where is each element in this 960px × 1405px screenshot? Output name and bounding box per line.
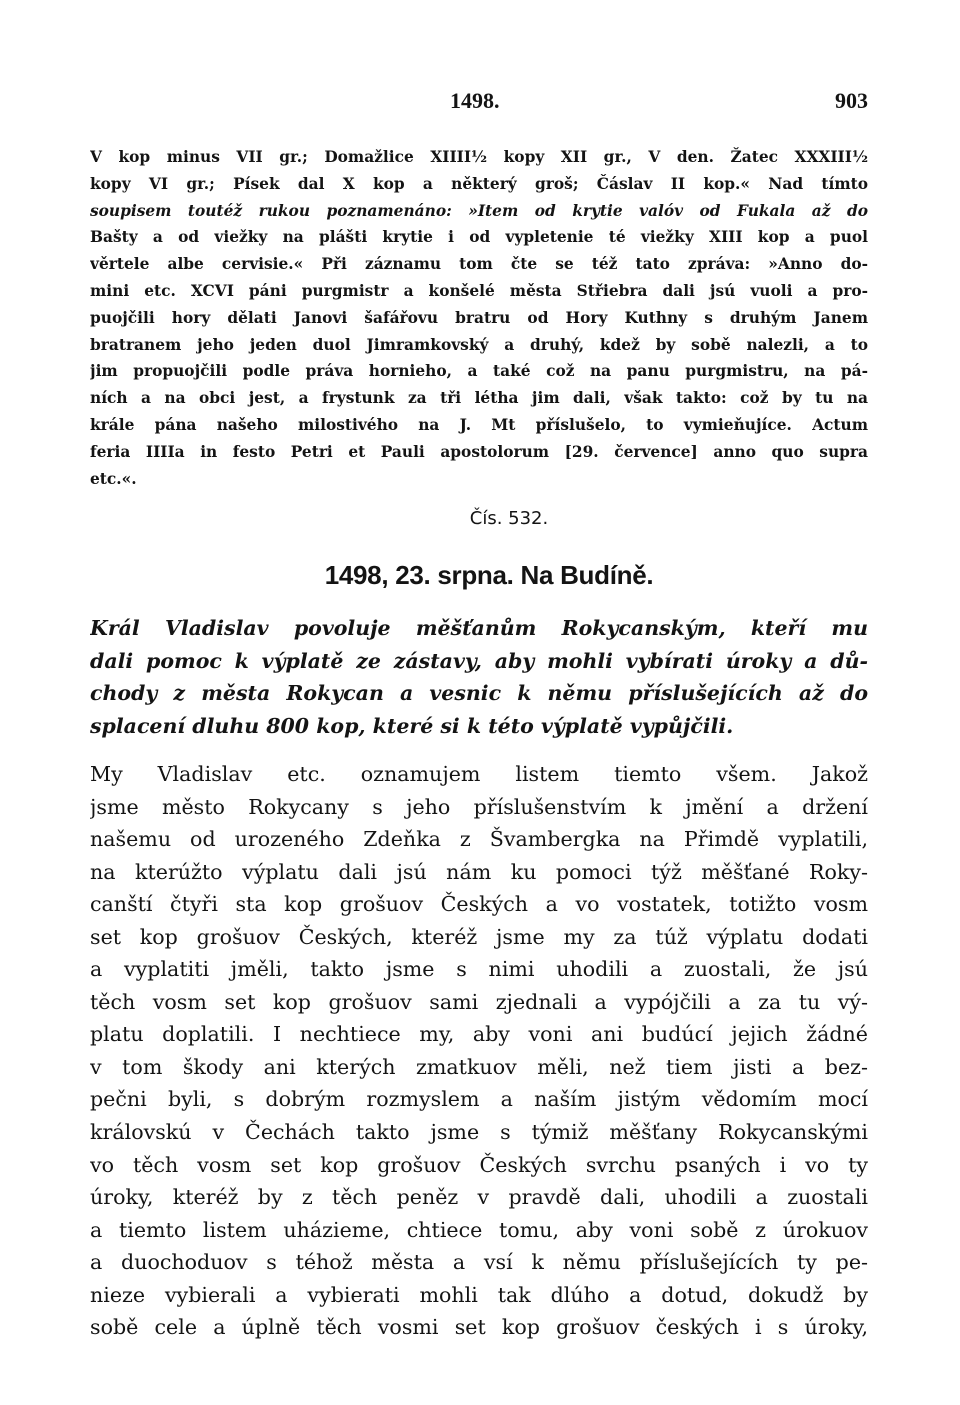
header-year: 1498.	[450, 88, 500, 113]
document-number: Čís. 532.	[469, 508, 549, 529]
body-line: úroky, kteréž by z těch peněz v pravdě dali, uhodili a zuostali	[90, 1185, 868, 1210]
text-line: kopy VI gr.; Písek dal X kop a některý groš; Čáslav II kop.« Nad tímto	[90, 174, 868, 193]
body-line: sobě cele a úplně těch vosmi set kop grošuov českých i s úroky,	[90, 1315, 868, 1340]
text-line: bratranem jeho jeden duol Jimramkovský a druhý, kdež by sobě nalezli, a to	[90, 335, 868, 354]
body-line: canští čtyři sta kop grošuov Českých a vo vostatek, totižto vosm	[90, 892, 868, 917]
page-number: 903	[835, 88, 868, 113]
continuation-text	[90, 144, 868, 492]
body-line: platu doplatili. I nechtiece my, aby voni ani budúcí jejich žádné	[90, 1022, 868, 1047]
text-line: mini etc. XCVI páni purgmistr a konšelé města Střiebra dali jsú vuoli a pro-	[90, 281, 868, 300]
document-summary	[90, 612, 868, 742]
body-line: nieze vybierali a vybierati mohli tak dlúho a dotud, dokudž by	[90, 1282, 868, 1307]
body-line: My Vladislav etc. oznamujem listem tiemto všem. Jakož	[90, 762, 868, 786]
summary-line: chody z města Rokycan a vesnic k němu příslušejících až do	[90, 681, 868, 706]
text-line: věrtele albe cervisie.« Při záznamu tom čte se též tato zpráva: »Anno do-	[90, 255, 868, 274]
body-line: pečni byli, s dobrým rozmyslem a naším jistým vědomím mocí	[90, 1087, 868, 1112]
body-line: a vyplatiti jměli, takto jsme s nimi uhodili a zuostali, že jsú	[90, 957, 868, 982]
body-line: a duochoduov s téhož města a vsí k němu příslušejících ty pe-	[90, 1250, 868, 1275]
body-line: na kterúžto výplatu dali jsú nám ku pomoci týž měšťané Roky-	[90, 859, 868, 884]
text-line: V kop minus VII gr.; Domažlice XIIII½ kopy XII gr., V den. Žatec XXXIII½	[90, 148, 868, 166]
text-line: puojčili hory dělati Janovi šafářovu bratru od Hory Kuthny s druhým Janem	[90, 308, 868, 327]
document-dateline: 1498, 23. srpna. Na Budíně.	[324, 560, 654, 590]
body-line: našemu od urozeného Zdeňka z Švambergka na Přimdě vyplatili,	[90, 827, 868, 852]
text-line: soupisem toutéž rukou poznamenáno: »Item od krytie valóv od Fukala až do	[90, 201, 868, 220]
body-line: a tiemto listem uházieme, chtiece tomu, aby voni sobě z úrokuov	[90, 1217, 868, 1242]
text-line: etc.«.	[90, 469, 137, 488]
body-line: jsme město Rokycany s jeho příslušenstvím k jmění a držení	[90, 794, 868, 819]
text-line: feria IIIIa in festo Petri et Pauli apostolorum [29. července] anno quo supra	[90, 442, 868, 461]
page-header	[90, 88, 868, 118]
document-body	[90, 758, 868, 1344]
body-line: v tom škody ani kterých zmatkuov měli, než tiem jisti a bez-	[90, 1054, 868, 1079]
summary-line: dali pomoc k výplatě ze zástavy, aby mohli vybírati úroky a dů-	[90, 648, 868, 673]
text-line: Bašty a od viežky na plášti krytie i od vypletenie té viežky XIII kop a puol	[90, 228, 868, 247]
text-line: ních a na obci jest, a frystunk za tři létha jim dali, však takto: což by tu na	[90, 389, 868, 408]
body-line: těch vosm set kop grošuov sami zjednali a vypójčili a za tu vý-	[90, 989, 868, 1014]
body-line: set kop grošuov Českých, kteréž jsme my za túž výplatu dodati	[90, 924, 868, 949]
summary-line: Král Vladislav povoluje měšťanům Rokycanským, kteří mu	[90, 616, 868, 640]
text-line: krále pána našeho milostivého na J. Mt příslušelo, to vymieňujíce. Actum	[90, 415, 868, 434]
summary-line: splacení dluhu 800 kop, které si k této výplatě vypůjčili.	[90, 713, 734, 738]
text-line: jim propuojčili podle práva hornieho, a také což na panu purgmistru, na pá-	[90, 362, 868, 381]
body-line: vo těch vosm set kop grošuov Českých svrchu psaných i vo ty	[90, 1152, 868, 1177]
body-line: královskú v Čechách takto jsme s týmiž měšťany Rokycanskými	[90, 1120, 868, 1145]
